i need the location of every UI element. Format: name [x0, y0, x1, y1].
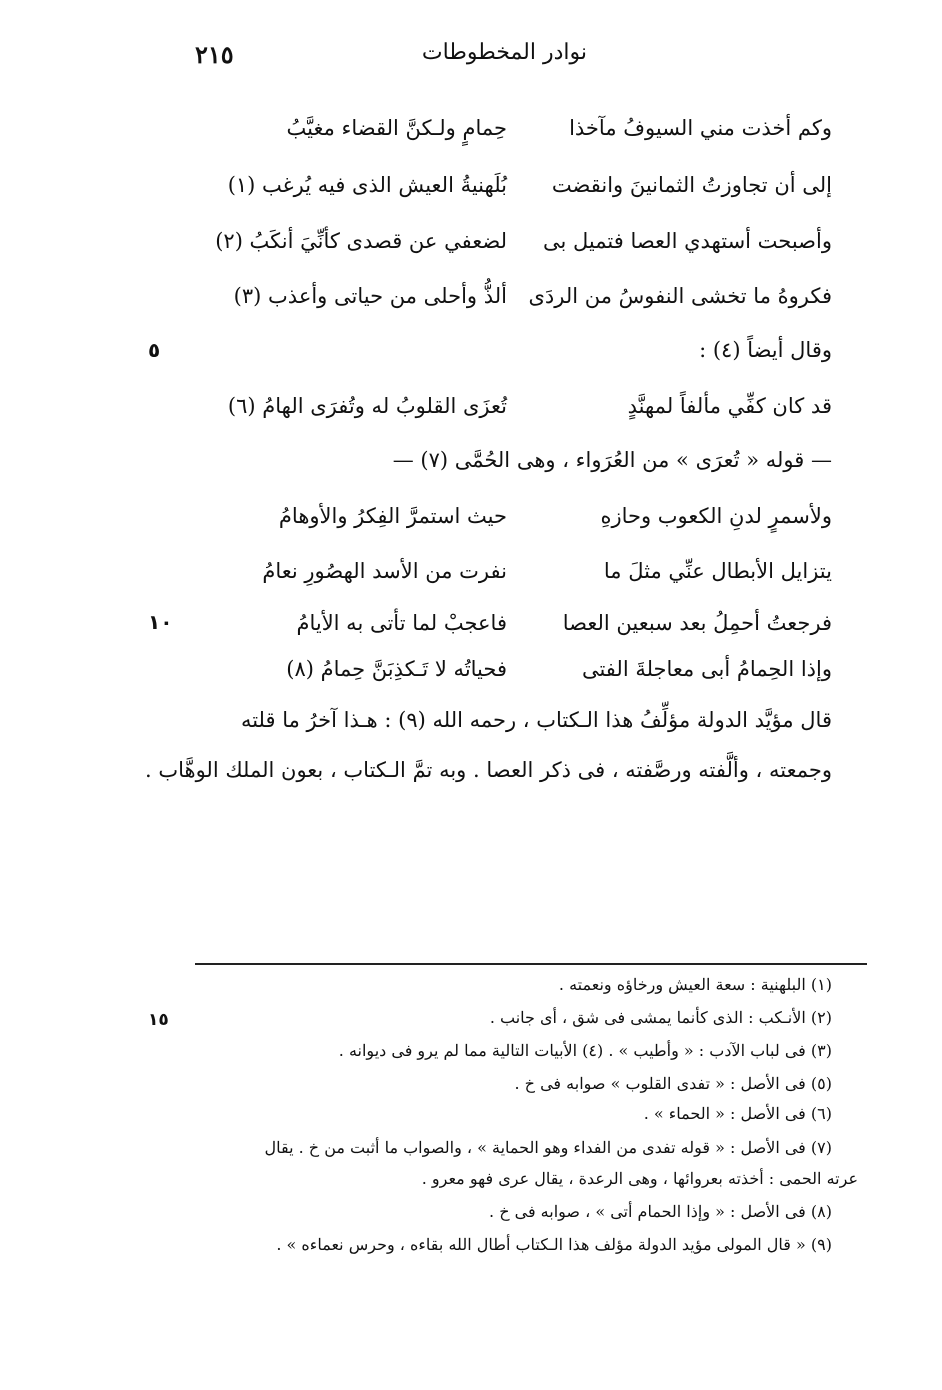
- verse-line: [212, 646, 832, 692]
- intro-line: وقال أيضاً (٤) :: [699, 338, 832, 362]
- running-title: نوادر المخطوطات: [421, 40, 587, 65]
- footnote: (٣) فى لباب الآدب : « وأطيب » . (٤) الأبيات التالية مما لم يرو فى ديوانه .: [338, 1041, 832, 1060]
- verse-second-hemistich: ألذُّ وأحلى من حياتى وأعذب (٣): [233, 284, 507, 308]
- verse-first-hemistich: يتزايل الأبطال عنِّي مثلَ ما: [603, 559, 832, 583]
- verse-second-hemistich: حيث استمرَّ الفِكرُ والأوهامُ: [278, 504, 507, 528]
- verse-second-hemistich: فاعجبْ لما تأتى به الأيامُ: [296, 611, 507, 635]
- closing-line: وجمعته ، وألَّفته ورصَّفته ، فى ذكر العصا . وبه تمَّ الـكتاب ، بعون الملك الوهَّاب .: [144, 758, 832, 782]
- verse-first-hemistich: قد كان كفِّي مألفاً لمهنَّدٍ: [627, 394, 832, 418]
- verse-second-hemistich: تُعزَى القلوبُ له وتُفرَى الهامُ (٦): [227, 394, 507, 418]
- verse-line: [212, 493, 832, 539]
- line-number-10: ١٠: [148, 610, 173, 634]
- line-number-15: ١٥: [148, 1010, 169, 1030]
- footnote: (١) البلهنية : سعة العيش ورخاؤه ونعمته .: [558, 975, 832, 994]
- verse-line: [212, 105, 832, 151]
- verse-first-hemistich: وأصبحت أستهدي العصا فتميل بى: [542, 229, 832, 253]
- verse-first-hemistich: وكم أخذت مني السيوفُ مآخذا: [569, 116, 832, 140]
- footnote: (٢) الأنـكب : الذى كأنما يمشى فى شق ، أى جانب .: [489, 1008, 832, 1027]
- footnote: (٧) فى الأصل : « قوله تفدى من الفداء وهو الحماية » ، والصواب ما أثبت من خ . يقال: [264, 1138, 832, 1157]
- footnote-separator: [195, 963, 867, 965]
- verse-line: [212, 600, 832, 646]
- verse-line: [212, 273, 832, 319]
- verse-second-hemistich: حِمامٍ ولـكنَّ القضاء مغيَّبُ: [286, 116, 507, 140]
- line-number-5: ٥: [148, 338, 161, 362]
- footnote: (٦) فى الأصل : « الحماء » .: [643, 1104, 832, 1123]
- verse-first-hemistich: فرجعتُ أحمِلُ بعد سبعين العصا: [562, 611, 832, 635]
- verse-first-hemistich: فكروهُ ما تخشى النفوسُ من الردَى: [528, 284, 832, 308]
- verse-line: [212, 218, 832, 264]
- footnote: (٩) « قال المولى مؤيد الدولة مؤلف هذا الـكتاب أطال الله بقاءه ، وحرس نعماءه » .: [276, 1235, 832, 1254]
- verse-line: [212, 548, 832, 594]
- page-number: ٢١٥: [195, 40, 234, 69]
- running-header: [195, 40, 587, 80]
- verse-first-hemistich: إلى أن تجاوزتُ الثمانينَ وانقضت: [551, 173, 832, 197]
- verse-second-hemistich: لضعفي عن قصدى كأنِّيَ أنكَبُ (٢): [215, 229, 507, 253]
- verse-second-hemistich: نفرت من الأسد الهصُورِ نعامُ: [262, 559, 507, 583]
- verse-first-hemistich: ولأسمرٍ لدنِ الكعوب وحازهِ: [600, 504, 832, 528]
- verse-second-hemistich: فحياتُه لا تَـكذِبَنَّ حِمامُ (٨): [286, 657, 507, 681]
- verse-first-hemistich: وإذا الحِمامُ أبى معاجلةَ الفتى: [581, 657, 832, 681]
- footnote: (٥) فى الأصل : « تفدى القلوب » صوابه فى خ .: [514, 1074, 832, 1093]
- gloss-line: — قوله « تُعرَى » من العُرَواء ، وهى الحُمَّى (٧) —: [392, 448, 832, 472]
- verse-line: [212, 383, 832, 429]
- closing-line: قال مؤيَّد الدولة مؤلِّفُ هذا الـكتاب ، رحمه الله (٩) : هـذا آخرُ ما قلته: [240, 708, 832, 732]
- footnote-continuation: عرته الحمى : أخذته بعروائها ، وهى الرعدة ، يقال عرى فهو معرو .: [421, 1169, 858, 1188]
- footnote: (٨) فى الأصل : « وإذا الحمام أتى » ، صوابه فى خ .: [489, 1202, 832, 1221]
- verse-second-hemistich: بُلَهنيةُ العيش الذى فيه يُرغب (١): [227, 173, 507, 197]
- verse-line: [212, 162, 832, 208]
